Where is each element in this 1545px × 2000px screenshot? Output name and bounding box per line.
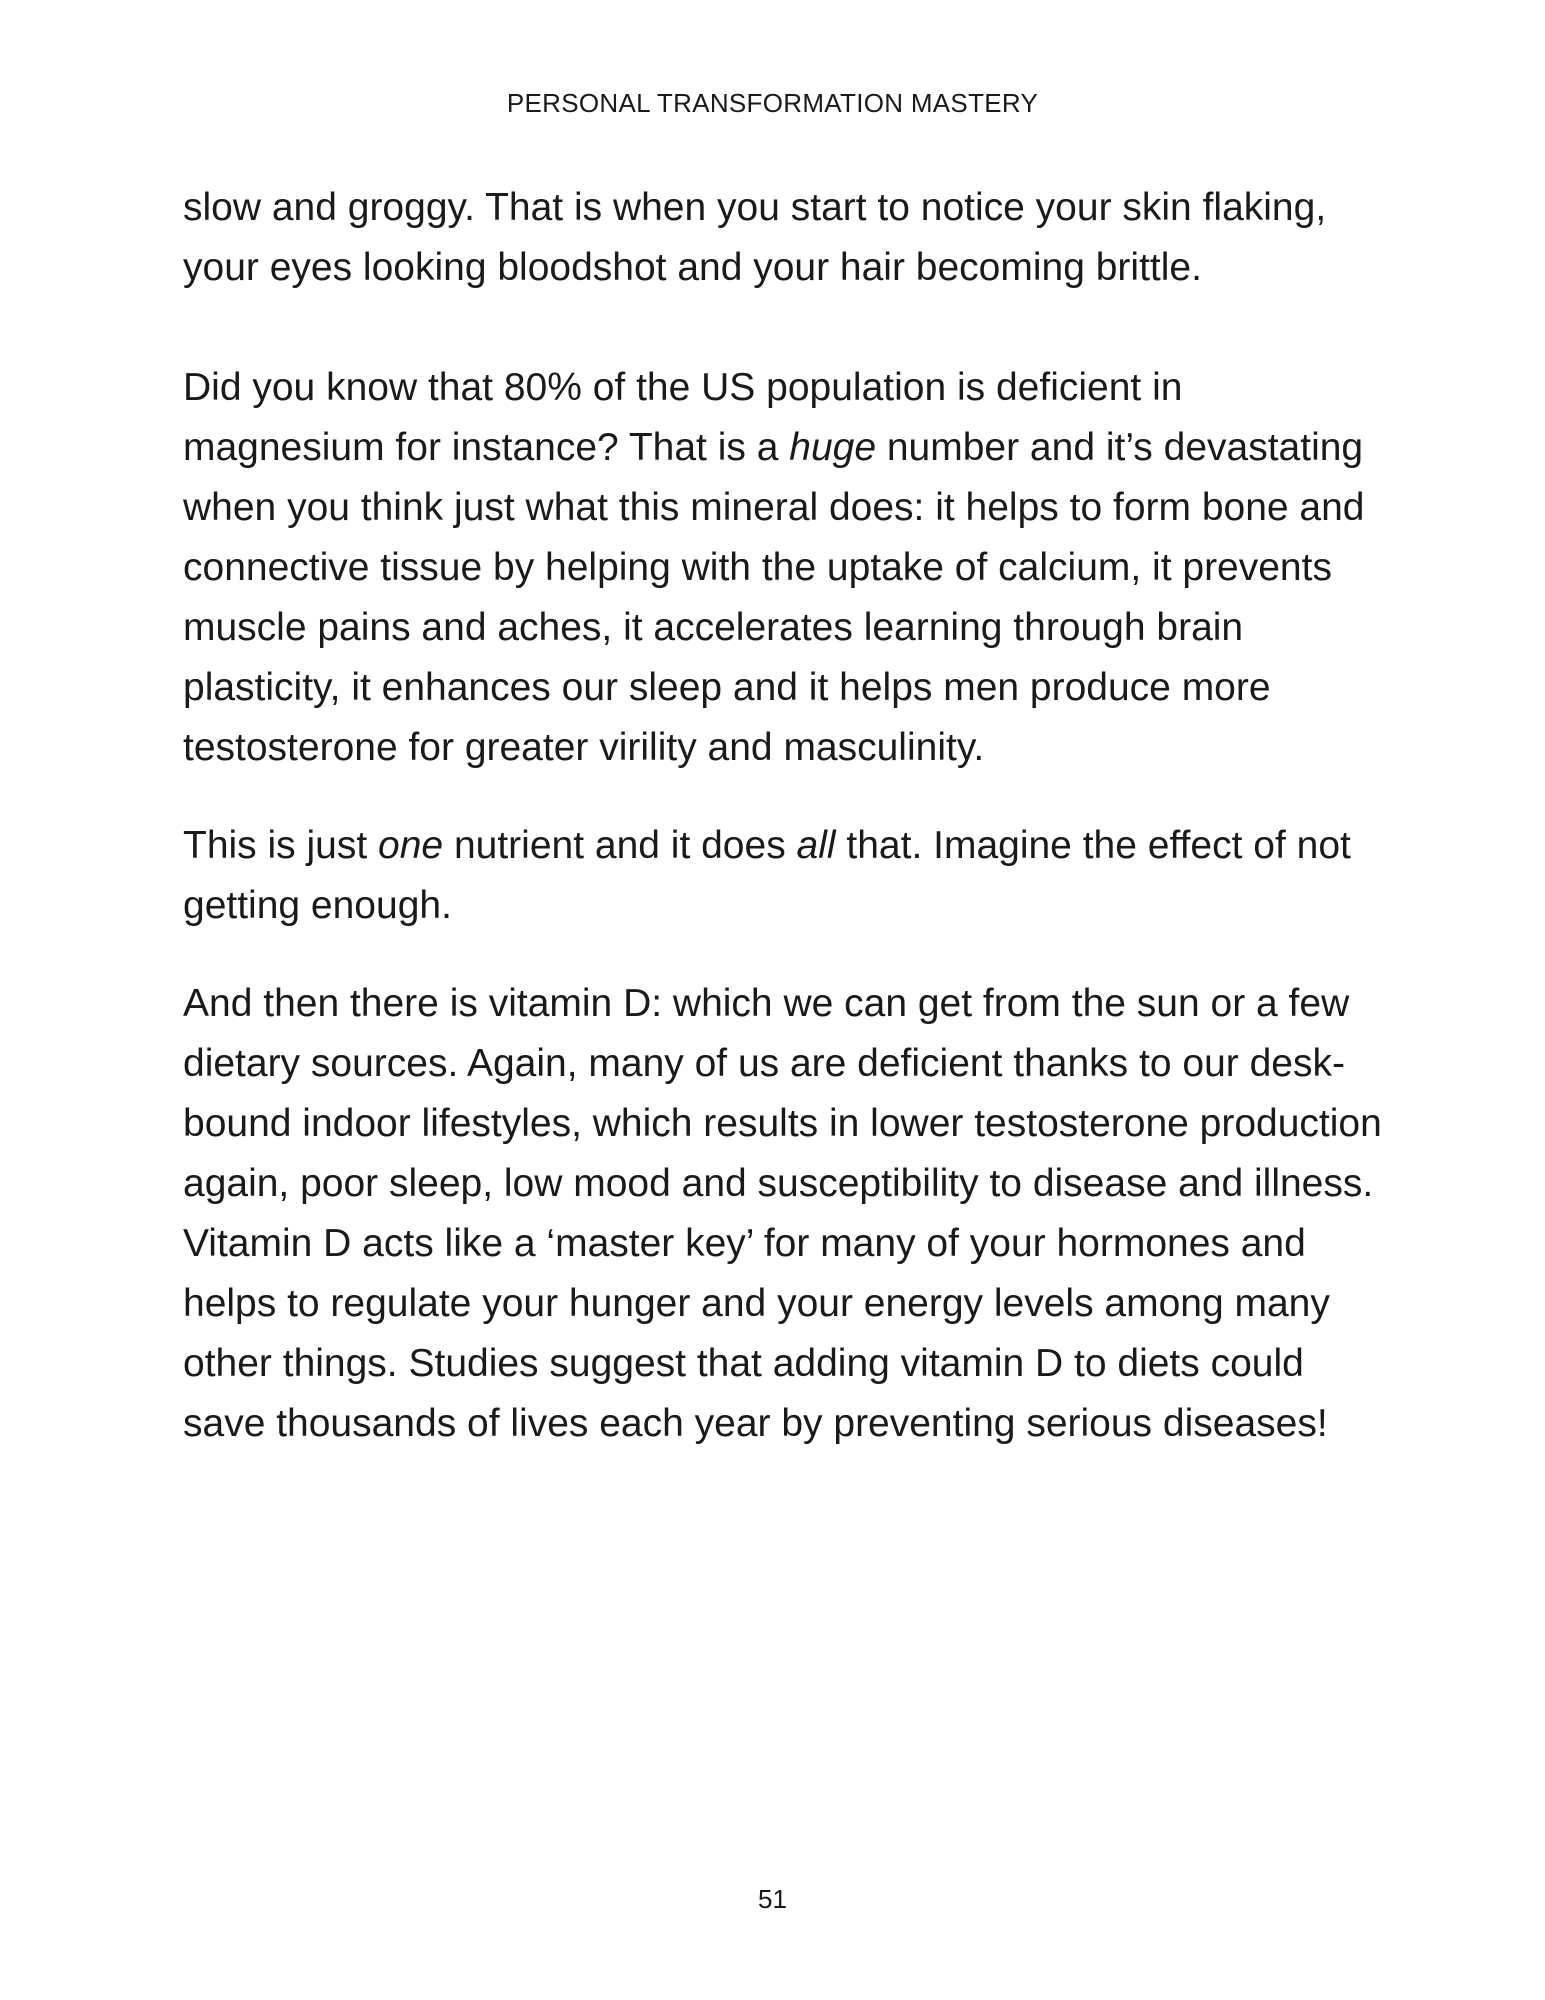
page-number: 51 (758, 1884, 787, 1914)
paragraph-one-nutrient (183, 816, 1383, 936)
emphasis-text: huge (789, 426, 877, 469)
paragraph-magnesium (183, 358, 1383, 778)
paragraph-text: nutrient and it does (443, 824, 797, 867)
paragraph-vitamin-d (183, 974, 1383, 1454)
emphasis-text: all (796, 824, 836, 867)
paragraph-text: that. Imagine the effect of not getting enough. (183, 824, 1351, 927)
body-text (183, 178, 1383, 1454)
paragraph-text: number and it’s devastating when you think just what this mineral does: it helps to form bone and connective tissue by helping with the uptake of calcium, it prevents muscle pains and aches, it accelerates learning through brain plasticity, it enhances our sleep and it helps men produce more testosterone for greater virility and masculinity. (183, 426, 1365, 769)
paragraph-text: This is just (183, 824, 379, 867)
paragraph-text: And then there is vitamin D: which we can get from the sun or a few dietary sources. Again, many of us are deficient thanks to our desk-bound indoor lifestyles, which results in lower testosterone production again, poor sleep, low mood and susceptibility to disease and illness. Vitamin D acts like a ‘master key’ for many of your hormones and helps to regulate your hunger and your energy levels among many other things. Studies suggest that adding vitamin D to diets could save thousands of lives each year by preventing serious diseases! (183, 982, 1382, 1445)
paragraph-continued (183, 178, 1383, 298)
emphasis-text: one (378, 824, 444, 867)
paragraph-text: Did you know that 80% of the US population is deficient in magnesium for instance? That is a (183, 366, 1183, 469)
running-header: PERSONAL TRANSFORMATION MASTERY (506, 88, 1039, 118)
paragraph-text: slow and groggy. That is when you start to notice your skin flaking, your eyes looking bloodshot and your hair becoming brittle. (183, 186, 1327, 289)
